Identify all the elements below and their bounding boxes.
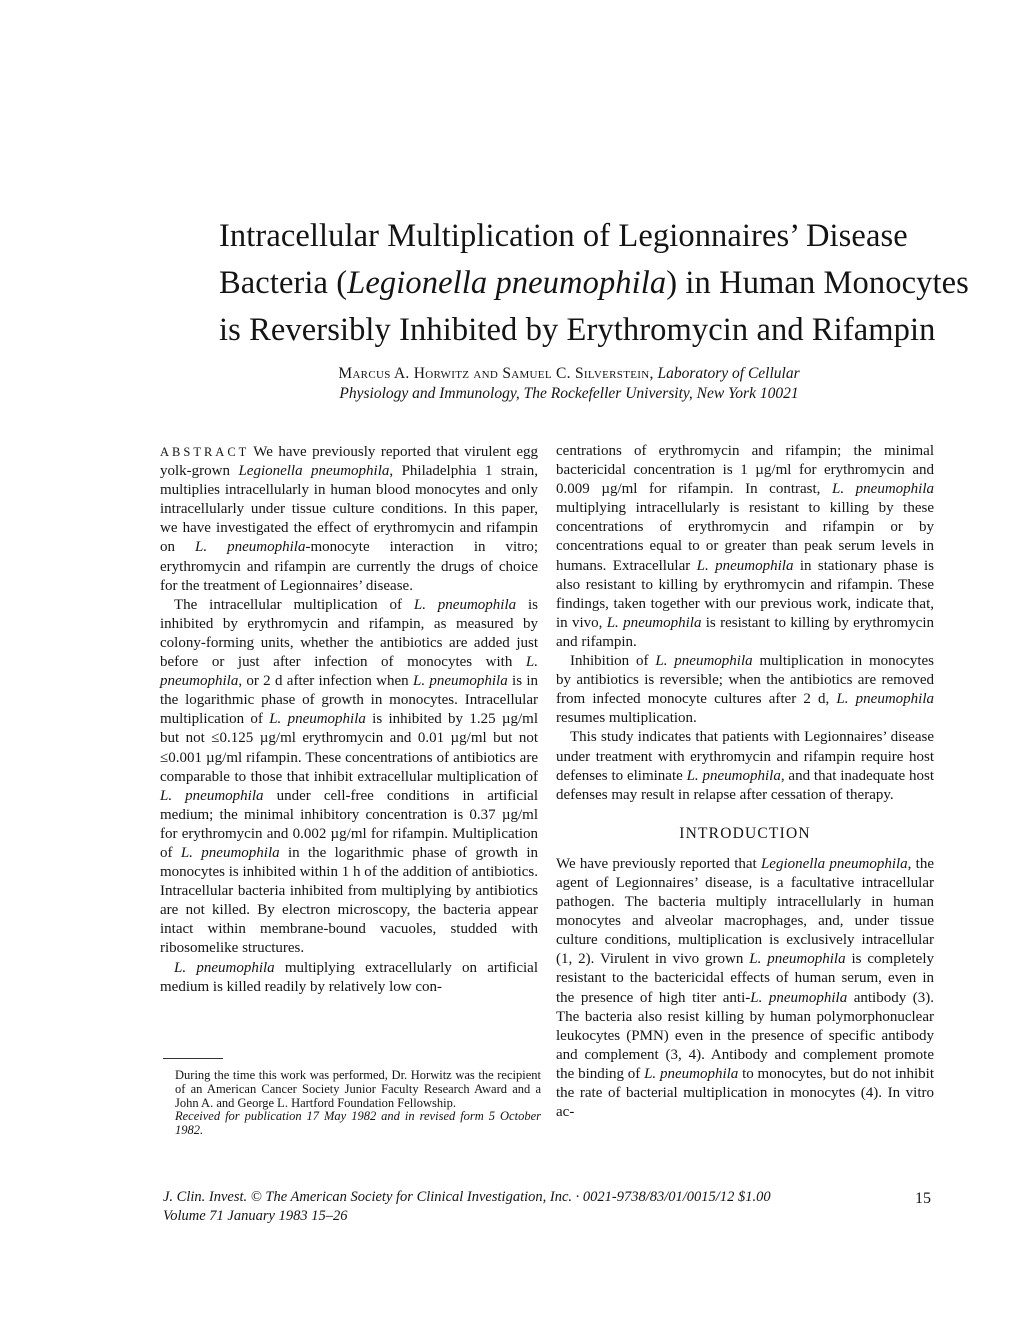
abstract-paragraph-5: This study indicates that patients with Legionnaires’ disease under treatment with erythromycin and rifampin require host defenses to eliminate L. pneumophila, and that inadequate host defenses may result in relapse after cessation of therapy. <box>556 729 935 803</box>
title-line-2-species: Legionella pneumophila <box>347 265 667 301</box>
title-line-1: Intracellular Multiplication of Legionnaires’ Disease <box>219 218 908 254</box>
journal-line-1: J. Clin. Invest. © The American Society for Clinical Investigation, Inc. · 0021-9738/83/01/0015/12 $1.00 <box>163 1189 771 1205</box>
introduction-heading: INTRODUCTION <box>679 824 811 842</box>
footnote-received <box>175 1110 541 1138</box>
page-number: 15 <box>915 1190 931 1207</box>
title-line-2 <box>219 260 969 307</box>
author-line-2 <box>219 384 919 404</box>
journal-line-2: Volume 71 January 1983 15–26 <box>163 1207 348 1224</box>
title-line-2-post: ) in Human Monocytes <box>666 265 969 301</box>
left-column <box>160 443 538 997</box>
footnotes <box>175 1069 541 1138</box>
affiliation-part-1: Laboratory of Cellular <box>657 365 800 382</box>
article-title <box>219 213 969 354</box>
abstract-paragraph-3-start: L. pneumophila multiplying extracellularly on artificial medium is killed readily by relatively low con- <box>160 959 539 995</box>
abstract-label: ABSTRACT <box>160 445 250 459</box>
introduction-paragraph-1: We have previously reported that Legionella pneumophila, the agent of Legionnaires’ disease, is a facultative intracellular pathogen. The bacteria multiply intracellularly in human monocytes and alveolar macrophages, and, under tissue culture conditions, multiplication is exclusively intracellular (1, 2). Virulent in vivo grown L. pneumophila is completely resistant to the bactericidal effects of human serum, even in the presence of high titer anti-L. pneumophila antibody (3). The bacteria also resist killing by human polymorphonuclear leukocytes (PMN) even in the presence of specific antibody and complement (3, 4). Antibody and complement promote the binding of L. pneumophila to monocytes, but do not inhibit the rate of bacterial multiplication in monocytes (4). In vitro ac- <box>556 855 935 1121</box>
abstract-p1-text: We have previously reported that virulent egg yolk-grown Legionella pneumophila, Philadelphia 1 strain, multiplies intracellularly in human blood monocytes and only intracellularly under tissue culture conditions. In this paper, we have investigated the effect of erythromycin and rifampin on L. pneumophila-monocyte interaction in vitro; erythromycin and rifampin are currently the drugs of choice for the treatment of Legionnaires’ disease. <box>160 444 539 594</box>
author-line-1 <box>219 364 919 384</box>
title-line-2-pre: Bacteria ( <box>219 265 348 301</box>
footnote-funding: During the time this work was performed, Dr. Horwitz was the recipient of an American Cancer Society Junior Faculty Research Award and a John A. and George L. Hartford Foundation Fellowship. <box>175 1068 541 1110</box>
abstract-paragraph-3-cont: centrations of erythromycin and rifampin; the minimal bactericidal concentration is 1 µg/ml for erythromycin and 0.009 µg/ml for rifampin. In contrast, L. pneumophila multiplying intracellularly is resistant to killing by these concentrations of erythromycin and rifampin or by concentrations equal to or greater than peak serum levels in humans. Extracellular L. pneumophila in stationary phase is also resistant to killing by erythromycin and rifampin. These findings, taken together with our previous work, indicate that, in vivo, L. pneumophila is resistant to killing by erythromycin and rifampin. <box>556 443 934 650</box>
author-block <box>219 364 919 404</box>
author-names: Marcus A. Horwitz and Samuel C. Silverstein, <box>338 365 654 382</box>
footnote-divider <box>163 1058 223 1059</box>
abstract-paragraph-1 <box>160 443 538 596</box>
abstract-paragraph-2: The intracellular multiplication of L. pneumophila is inhibited by erythromycin and rifampin, as measured by colony-forming units, whether the antibiotics are added just before or just after infection of monocytes with L. pneumophila, or 2 d after infection when L. pneumophila is in the logarithmic phase of growth in monocytes. Intracellular multiplication of L. pneumophila is inhibited by 1.25 µg/ml but not ≤0.125 µg/ml erythromycin and 0.01 µg/ml but not ≤0.001 µg/ml rifampin. These concentrations of antibiotics are comparable to those that inhibit extracellular multiplication of L. pneumophila under cell-free conditions in artificial medium; the minimal inhibitory concentration is 0.37 µg/ml for erythromycin and 0.002 µg/ml for rifampin. Multiplication of L. pneumophila in the logarithmic phase of growth in monocytes is inhibited within 1 h of the addition of antibiotics. Intracellular bacteria inhibited from multiplying by antibiotics are not killed. By electron microscopy, the bacteria appear intact within membrane-bound vacuoles, studded with ribosomelike structures. <box>160 596 539 957</box>
affiliation-part-2: Physiology and Immunology, The Rockefeller University, New York 10021 <box>339 385 799 402</box>
journal-citation <box>163 1188 883 1225</box>
title-line-3: is Reversibly Inhibited by Erythromycin and Rifampin <box>219 312 936 348</box>
footnote-received-text: Received for publication 17 May 1982 and in revised form 5 October 1982. <box>175 1109 541 1138</box>
right-column <box>556 442 934 1122</box>
abstract-paragraph-4: Inhibition of L. pneumophila multiplication in monocytes by antibiotics is reversible; when the antibiotics are removed from infected monocyte cultures after 2 d, L. pneumophila resumes multiplication. <box>556 653 934 727</box>
